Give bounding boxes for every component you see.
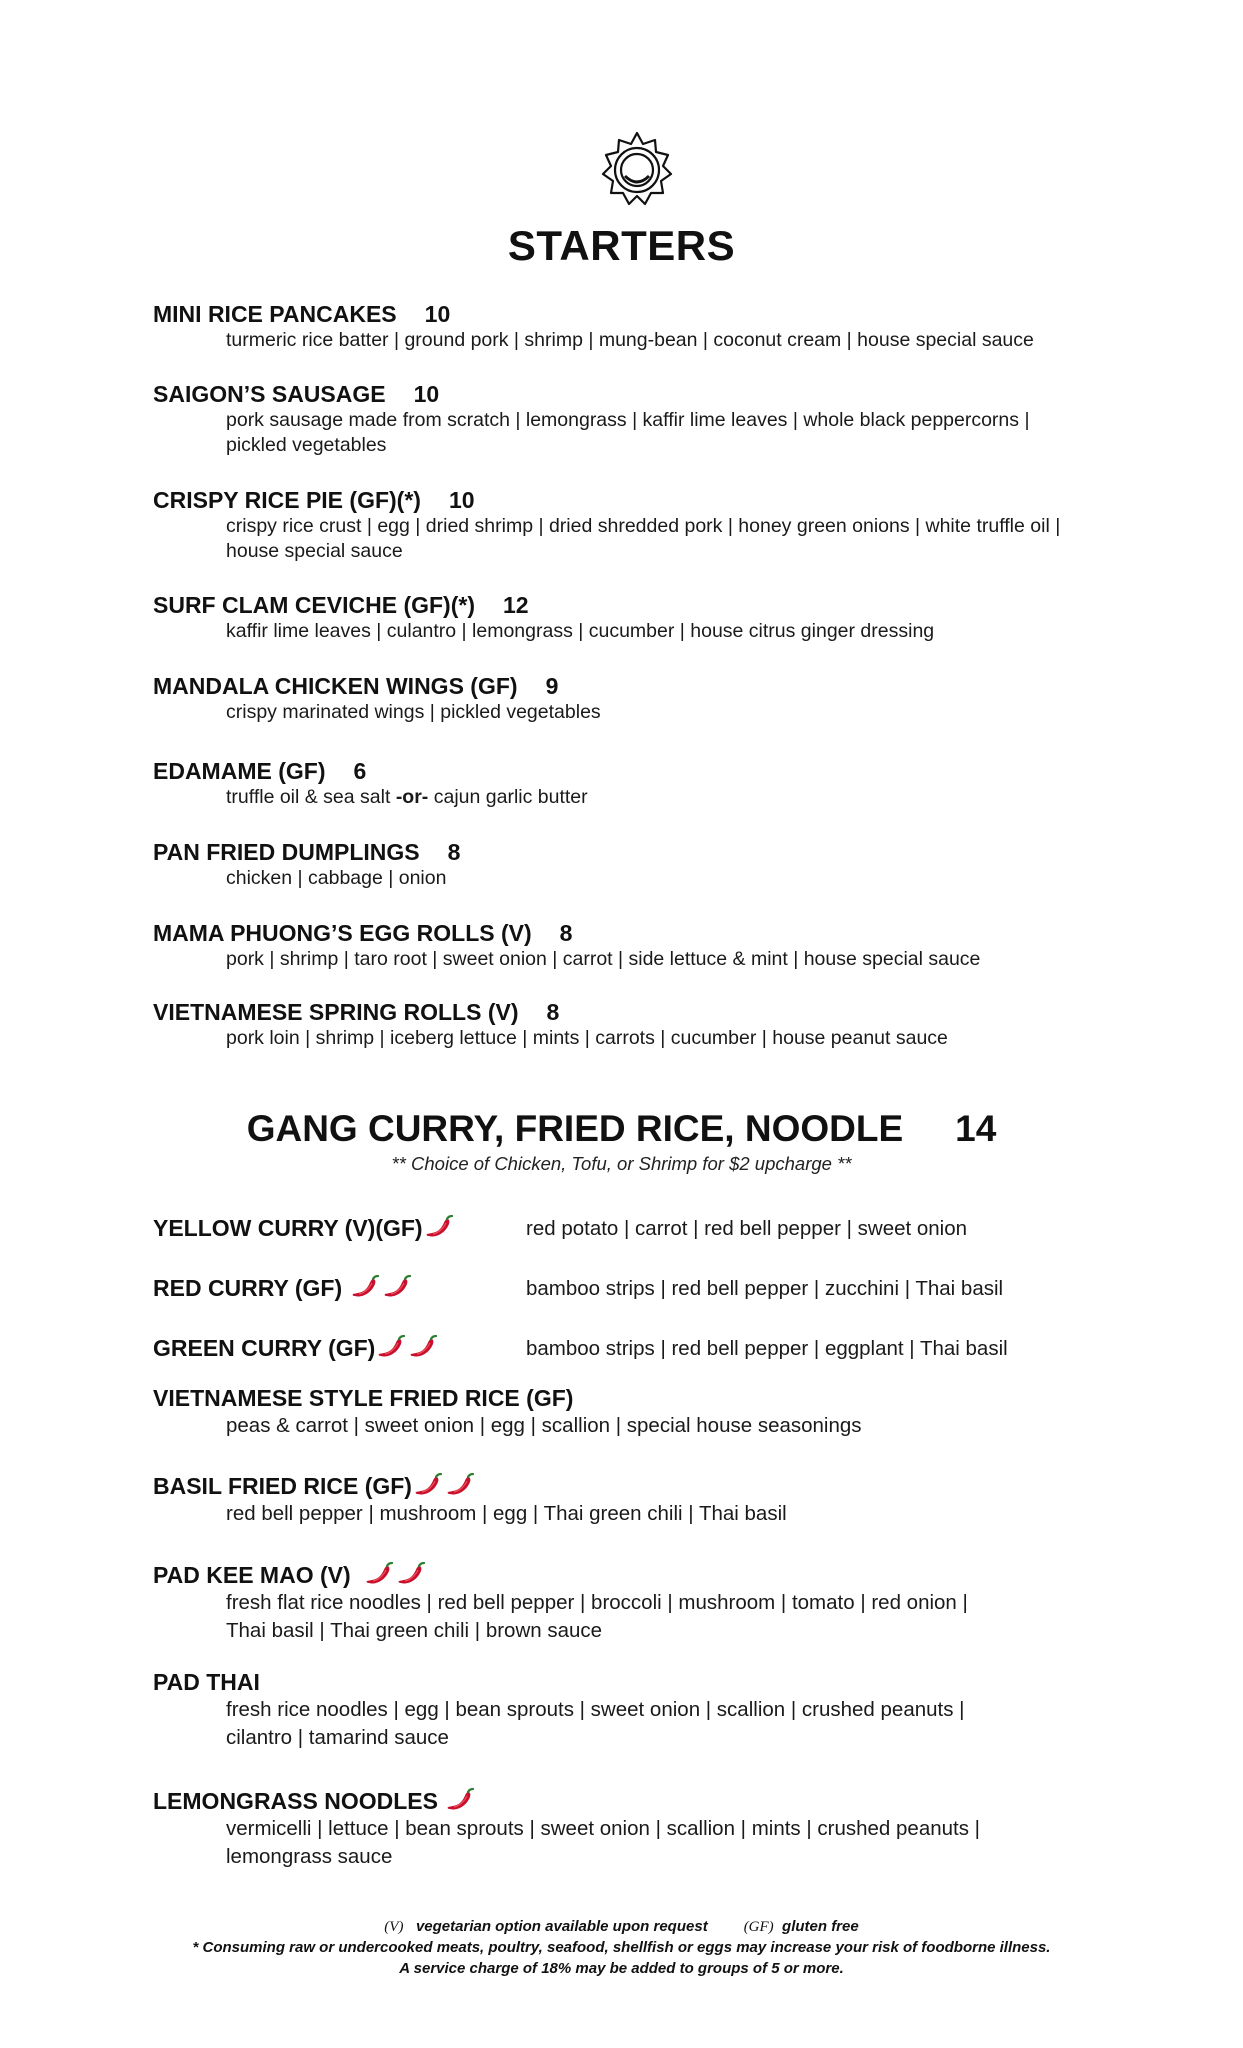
red-chili-icon: [351, 1274, 381, 1300]
item-name: MAMA PHUONG’S EGG ROLLS (V): [153, 920, 532, 946]
gluten-free-tag: (GF): [743, 1919, 774, 1935]
item-description: red bell pepper | mushroom | egg | Thai green chili | Thai basil: [226, 1502, 787, 1525]
service-charge-note: A service charge of 18% may be added to groups of 5 or more.: [399, 1960, 844, 1977]
item-description: pork | shrimp | taro root | sweet onion | carrot | side lettuce & mint | house special sauce: [226, 948, 981, 970]
item-description: fresh rice noodles | egg | bean sprouts | sweet onion | scallion | crushed peanuts |: [226, 1698, 965, 1721]
menu-item: [153, 591, 1103, 644]
item-name: RED CURRY (GF): [153, 1275, 343, 1301]
red-chili-icon: [425, 1214, 455, 1240]
item-price: 6: [353, 758, 367, 784]
curry-upcharge-note: ** Choice of Chicken, Tofu, or Shrimp for $2 upcharge **: [391, 1153, 852, 1174]
vegetarian-text: vegetarian option available upon request: [415, 1918, 708, 1935]
item-description: [226, 785, 1103, 810]
curry-price: 14: [955, 1108, 997, 1149]
description-text: truffle oil & sea salt: [226, 786, 396, 808]
raw-food-warning: * Consuming raw or undercooked meats, poultry, seafood, shellfish or eggs may increase your risk of foodborne illness.: [192, 1939, 1051, 1956]
item-name: GREEN CURRY (GF): [153, 1335, 376, 1361]
item-price: 12: [502, 592, 529, 618]
menu-item: [153, 1561, 1103, 1645]
item-name: CRISPY RICE PIE (GF)(*): [153, 487, 421, 513]
item-name: BASIL FRIED RICE (GF): [153, 1473, 412, 1499]
item-name: SAIGON’S SAUSAGE: [153, 381, 386, 407]
item-price: 8: [447, 839, 461, 865]
menu-item: [153, 998, 1103, 1051]
menu-item: [153, 1274, 1113, 1306]
menu-item: [153, 1384, 1103, 1440]
item-description: fresh flat rice noodles | red bell pepper | broccoli | mushroom | tomato | red onion |: [226, 1591, 968, 1614]
menu-item: [153, 838, 1103, 891]
red-chili-icon: [414, 1472, 444, 1498]
item-description: red potato | carrot | red bell pepper | sweet onion: [526, 1217, 968, 1240]
red-chili-icon: [365, 1561, 395, 1587]
menu-item: [153, 300, 1103, 353]
menu-item: [153, 1472, 1103, 1528]
curry-heading: [0, 1108, 1243, 1150]
menu-item: [153, 486, 1103, 564]
item-name: PAN FRIED DUMPLINGS: [153, 839, 420, 865]
item-description: cilantro | tamarind sauce: [226, 1726, 449, 1749]
item-description: chicken | cabbage | onion: [226, 867, 447, 889]
item-name: EDAMAME (GF): [153, 758, 326, 784]
red-chili-icon: [377, 1334, 407, 1360]
red-chili-icon: [446, 1472, 476, 1498]
item-price: 8: [559, 920, 573, 946]
menu-item: [153, 380, 1103, 458]
item-price: 10: [413, 381, 440, 407]
item-description: Thai basil | Thai green chili | brown sauce: [226, 1619, 603, 1642]
item-description: pickled vegetables: [226, 434, 387, 456]
description-text: cajun garlic butter: [428, 786, 588, 808]
item-description: pork sausage made from scratch | lemongrass | kaffir lime leaves | whole black peppercorns |: [226, 409, 1030, 431]
red-chili-icon: [446, 1787, 476, 1813]
menu-item: [153, 919, 1103, 972]
item-description: bamboo strips | red bell pepper | eggplant | Thai basil: [526, 1337, 1008, 1360]
menu-item: [153, 672, 1103, 725]
description-or: -or-: [395, 786, 429, 808]
item-name: MANDALA CHICKEN WINGS (GF): [153, 673, 518, 699]
item-description: crispy marinated wings | pickled vegetables: [226, 701, 601, 723]
item-name: SURF CLAM CEVICHE (GF)(*): [153, 592, 475, 618]
item-name: VIETNAMESE SPRING ROLLS (V): [153, 999, 519, 1025]
item-description: house special sauce: [226, 540, 403, 562]
item-name: YELLOW CURRY (V)(GF): [153, 1215, 423, 1241]
curry-heading-text: GANG CURRY, FRIED RICE, NOODLE: [246, 1108, 904, 1149]
item-description: pork loin | shrimp | iceberg lettuce | mints | carrots | cucumber | house peanut sauce: [226, 1027, 948, 1049]
item-description: bamboo strips | red bell pepper | zucchini | Thai basil: [526, 1277, 1004, 1300]
item-price: 10: [448, 487, 475, 513]
item-name: VIETNAMESE STYLE FRIED RICE (GF): [153, 1385, 574, 1411]
red-chili-icon: [383, 1274, 413, 1300]
item-name: PAD KEE MAO (V): [153, 1562, 351, 1588]
menu-item: [153, 1668, 1103, 1752]
red-chili-icon: [409, 1334, 439, 1360]
item-price: 8: [546, 999, 560, 1025]
vegetarian-tag: (V): [384, 1919, 404, 1935]
menu-item: [153, 757, 1103, 810]
item-description: kaffir lime leaves | culantro | lemongrass | cucumber | house citrus ginger dressing: [226, 620, 935, 642]
item-description: peas & carrot | sweet onion | egg | scallion | special house seasonings: [226, 1414, 862, 1437]
menu-item: [153, 1334, 1113, 1366]
item-name: PAD THAI: [153, 1669, 260, 1695]
starters-heading: STARTERS: [507, 222, 736, 269]
red-chili-icon: [397, 1561, 427, 1587]
item-description: vermicelli | lettuce | bean sprouts | sweet onion | scallion | mints | crushed peanuts |: [226, 1817, 980, 1840]
lotus-logo-icon: [598, 130, 676, 208]
item-name: LEMONGRASS NOODLES: [153, 1788, 438, 1814]
menu-item: [153, 1787, 1103, 1871]
dietary-legend: [0, 1918, 1243, 1936]
item-description: crispy rice crust | egg | dried shrimp | dried shredded pork | honey green onions | white truffle oil |: [226, 515, 1061, 537]
item-description: turmeric rice batter | ground pork | shrimp | mung-bean | coconut cream | house special sauce: [226, 329, 1034, 351]
menu-item: [153, 1214, 1113, 1246]
item-description: lemongrass sauce: [226, 1845, 393, 1868]
gluten-free-text: gluten free: [782, 1918, 859, 1935]
item-name: MINI RICE PANCAKES: [153, 301, 397, 327]
item-price: 10: [424, 301, 451, 327]
item-price: 9: [545, 673, 559, 699]
